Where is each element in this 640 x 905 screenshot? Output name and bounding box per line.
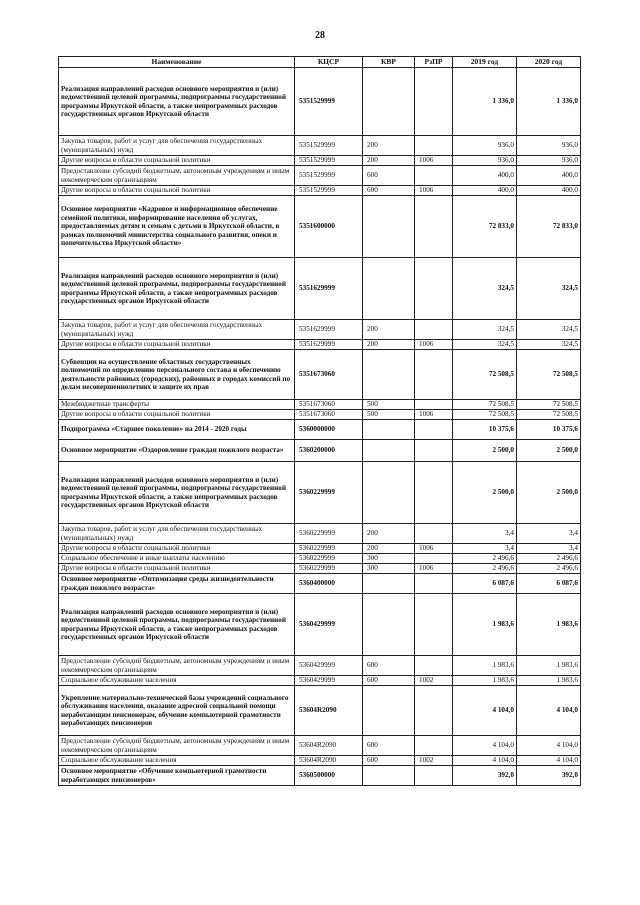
cell-kcsr: 5360000000 xyxy=(295,420,363,440)
cell-2020: 1 983,6 xyxy=(517,656,581,676)
cell-kvr xyxy=(363,766,415,786)
cell-2020: 2 496,6 xyxy=(517,564,581,574)
cell-2020: 4 104,0 xyxy=(517,686,581,736)
cell-name: Закупка товаров, работ и услуг для обеспечения государственных (муниципальных) нужд xyxy=(59,136,295,156)
cell-name: Социальное обслуживание населения xyxy=(59,756,295,766)
table-row xyxy=(59,156,581,166)
cell-kcsr: 5360429999 xyxy=(295,676,363,686)
cell-name: Подпрограмма «Старшее поколение» на 2014 - 2020 годы xyxy=(59,420,295,440)
cell-rzpr: 1006 xyxy=(415,564,453,574)
cell-kvr: 300 xyxy=(363,564,415,574)
cell-kvr: 600 xyxy=(363,736,415,756)
cell-rzpr: 1006 xyxy=(415,186,453,196)
cell-kvr: 200 xyxy=(363,340,415,350)
cell-kcsr: 5360200000 xyxy=(295,440,363,462)
cell-rzpr xyxy=(415,440,453,462)
page-number: 28 xyxy=(315,30,325,41)
table-row xyxy=(59,136,581,156)
cell-2019: 4 104,0 xyxy=(453,686,517,736)
cell-name: Предоставление субсидий бюджетным, автономным учреждениям и иным некоммерческим организациям xyxy=(59,736,295,756)
cell-kcsr: 5360229999 xyxy=(295,524,363,544)
table-row xyxy=(59,766,581,786)
table-row xyxy=(59,320,581,340)
cell-rzpr xyxy=(415,400,453,410)
cell-rzpr xyxy=(415,686,453,736)
cell-2019: 400,0 xyxy=(453,166,517,186)
cell-kcsr: 5351529999 xyxy=(295,166,363,186)
table-row xyxy=(59,410,581,420)
table-body xyxy=(59,68,581,786)
cell-2019: 72 833,0 xyxy=(453,196,517,258)
table-row xyxy=(59,676,581,686)
cell-kvr: 600 xyxy=(363,166,415,186)
table-header-row xyxy=(59,57,581,68)
cell-2019: 324,5 xyxy=(453,320,517,340)
header-rzpr: РзПР xyxy=(415,57,453,68)
cell-name: Реализация направлений расходов основного мероприятия и (или) ведомственной целевой программы, подпрограммы государственной программы Иркутской области, а также непрограммных расходов государственных органов Иркутской области xyxy=(59,462,295,524)
cell-rzpr xyxy=(415,196,453,258)
header-name: Наименование xyxy=(59,57,295,68)
cell-2020: 392,0 xyxy=(517,766,581,786)
cell-kcsr: 5360400000 xyxy=(295,574,363,594)
cell-2020: 936,0 xyxy=(517,156,581,166)
cell-2019: 392,0 xyxy=(453,766,517,786)
cell-2020: 400,0 xyxy=(517,166,581,186)
cell-2020: 324,5 xyxy=(517,320,581,340)
table-row xyxy=(59,544,581,554)
cell-kcsr: 5360229999 xyxy=(295,544,363,554)
table-row xyxy=(59,258,581,320)
cell-rzpr xyxy=(415,68,453,136)
cell-2019: 324,5 xyxy=(453,258,517,320)
cell-kvr xyxy=(363,440,415,462)
table-row xyxy=(59,594,581,656)
cell-name: Реализация направлений расходов основного мероприятия и (или) ведомственной целевой программы, подпрограммы государственной программы Иркутской области, а также непрограммных расходов государственных органов Иркутской области xyxy=(59,68,295,136)
table-row xyxy=(59,350,581,400)
cell-kcsr: 5351529999 xyxy=(295,136,363,156)
cell-2020: 2 500,0 xyxy=(517,440,581,462)
cell-2019: 1 336,0 xyxy=(453,68,517,136)
table-row xyxy=(59,756,581,766)
cell-kvr: 600 xyxy=(363,186,415,196)
cell-2020: 324,5 xyxy=(517,258,581,320)
table-row xyxy=(59,420,581,440)
cell-rzpr xyxy=(415,462,453,524)
cell-2019: 2 500,0 xyxy=(453,462,517,524)
cell-2020: 2 500,0 xyxy=(517,462,581,524)
cell-name: Другие вопросы в области социальной политики xyxy=(59,186,295,196)
cell-2020: 72 508,5 xyxy=(517,400,581,410)
header-kvr: КВР xyxy=(363,57,415,68)
cell-rzpr: 1002 xyxy=(415,756,453,766)
cell-kcsr: 5360229999 xyxy=(295,564,363,574)
cell-2020: 4 104,0 xyxy=(517,756,581,766)
cell-2019: 72 508,5 xyxy=(453,410,517,420)
cell-rzpr xyxy=(415,574,453,594)
cell-kvr: 500 xyxy=(363,400,415,410)
cell-2020: 1 336,0 xyxy=(517,68,581,136)
table-row xyxy=(59,68,581,136)
cell-rzpr: 1006 xyxy=(415,156,453,166)
cell-kvr xyxy=(363,420,415,440)
table-row xyxy=(59,656,581,676)
cell-rzpr xyxy=(415,554,453,564)
cell-rzpr xyxy=(415,656,453,676)
cell-name: Предоставление субсидий бюджетным, автономным учреждениям и иным некоммерческим организациям xyxy=(59,656,295,676)
cell-kvr: 200 xyxy=(363,524,415,544)
cell-name: Предоставление субсидий бюджетным, автономным учреждениям и иным некоммерческим организациям xyxy=(59,166,295,186)
cell-2020: 324,5 xyxy=(517,340,581,350)
cell-kcsr: 5351673060 xyxy=(295,400,363,410)
table-row xyxy=(59,524,581,544)
cell-2019: 3,4 xyxy=(453,544,517,554)
cell-rzpr xyxy=(415,136,453,156)
cell-name: Другие вопросы в области социальной политики xyxy=(59,156,295,166)
cell-kvr: 600 xyxy=(363,656,415,676)
cell-rzpr xyxy=(415,258,453,320)
cell-name: Основное мероприятие «Оптимизация среды жизнедеятельности граждан пожилого возраста» xyxy=(59,574,295,594)
cell-2020: 2 496,6 xyxy=(517,554,581,564)
cell-2020: 72 508,5 xyxy=(517,410,581,420)
cell-name: Другие вопросы в области социальной политики xyxy=(59,564,295,574)
cell-kcsr: 5360429999 xyxy=(295,594,363,656)
cell-rzpr xyxy=(415,350,453,400)
cell-2019: 10 375,6 xyxy=(453,420,517,440)
cell-name: Основное мероприятие «Кадровое и информационное обеспечение семейной политики, информирование населения об услугах, предоставляемых детям и семьям с детьми в Иркутской области, в рамках полномочий министерства социального развития, опеки и попечительства Иркутской области» xyxy=(59,196,295,258)
table-row xyxy=(59,564,581,574)
cell-2020: 1 983,6 xyxy=(517,594,581,656)
cell-name: Межбюджетные трансферты xyxy=(59,400,295,410)
cell-rzpr xyxy=(415,766,453,786)
cell-rzpr xyxy=(415,420,453,440)
budget-table xyxy=(58,56,581,786)
cell-2020: 400,0 xyxy=(517,186,581,196)
cell-rzpr: 1006 xyxy=(415,340,453,350)
cell-name: Реализация направлений расходов основного мероприятия и (или) ведомственной целевой программы, подпрограммы государственной программы Иркутской области, а также непрограммных расходов государственных органов Иркутской области xyxy=(59,258,295,320)
cell-kcsr: 5351629999 xyxy=(295,258,363,320)
table-row xyxy=(59,574,581,594)
table-row xyxy=(59,440,581,462)
cell-kvr xyxy=(363,68,415,136)
cell-kvr xyxy=(363,686,415,736)
cell-2020: 1 983,6 xyxy=(517,676,581,686)
cell-rzpr xyxy=(415,166,453,186)
cell-kcsr: 5360229999 xyxy=(295,554,363,564)
cell-kvr xyxy=(363,574,415,594)
cell-2020: 3,4 xyxy=(517,524,581,544)
cell-kvr: 200 xyxy=(363,136,415,156)
cell-kvr: 600 xyxy=(363,676,415,686)
cell-2020: 4 104,0 xyxy=(517,736,581,756)
cell-rzpr xyxy=(415,524,453,544)
cell-kcsr: 5351673060 xyxy=(295,410,363,420)
cell-kcsr: 5360429999 xyxy=(295,656,363,676)
cell-kvr: 600 xyxy=(363,756,415,766)
cell-2019: 936,0 xyxy=(453,136,517,156)
cell-kcsr: 5351629999 xyxy=(295,320,363,340)
cell-kvr: 200 xyxy=(363,320,415,340)
cell-kcsr: 5360500000 xyxy=(295,766,363,786)
cell-kvr: 200 xyxy=(363,156,415,166)
cell-kvr xyxy=(363,258,415,320)
cell-2019: 6 087,6 xyxy=(453,574,517,594)
cell-2019: 2 496,6 xyxy=(453,554,517,564)
cell-name: Основное мероприятие «Оздоровление граждан пожилого возраста» xyxy=(59,440,295,462)
cell-kcsr: 53604R2090 xyxy=(295,686,363,736)
cell-kcsr: 5360229999 xyxy=(295,462,363,524)
cell-rzpr xyxy=(415,736,453,756)
table-row xyxy=(59,196,581,258)
cell-2019: 4 104,0 xyxy=(453,756,517,766)
cell-name: Другие вопросы в области социальной политики xyxy=(59,410,295,420)
header-2019: 2019 год xyxy=(453,57,517,68)
cell-2019: 4 104,0 xyxy=(453,736,517,756)
table-row xyxy=(59,166,581,186)
cell-name: Основное мероприятие «Обучение компьютерной грамотности неработающих пенсионеров» xyxy=(59,766,295,786)
cell-rzpr: 1006 xyxy=(415,544,453,554)
cell-rzpr xyxy=(415,320,453,340)
cell-name: Укрепление материально-технической базы учреждений социального обслуживания населения, оказание адресной социальной помощи неработающим пенсионерам, обучение компьютерной грамотности неработающих пенсионеров xyxy=(59,686,295,736)
cell-kvr xyxy=(363,594,415,656)
cell-kvr: 200 xyxy=(363,544,415,554)
cell-2019: 72 508,5 xyxy=(453,400,517,410)
cell-2020: 72 833,0 xyxy=(517,196,581,258)
cell-rzpr xyxy=(415,594,453,656)
cell-kvr xyxy=(363,196,415,258)
table-row xyxy=(59,736,581,756)
table-row xyxy=(59,554,581,564)
cell-2019: 72 508,5 xyxy=(453,350,517,400)
cell-kcsr: 5351629999 xyxy=(295,340,363,350)
cell-name: Реализация направлений расходов основного мероприятия и (или) ведомственной целевой программы, подпрограммы государственной программы Иркутской области, а также непрограммных расходов государственных органов Иркутской области xyxy=(59,594,295,656)
cell-rzpr: 1006 xyxy=(415,410,453,420)
cell-2019: 1 983,6 xyxy=(453,594,517,656)
cell-2019: 2 496,6 xyxy=(453,564,517,574)
cell-kcsr: 5351529999 xyxy=(295,156,363,166)
cell-2020: 6 087,6 xyxy=(517,574,581,594)
cell-2019: 1 983,6 xyxy=(453,656,517,676)
cell-2019: 3,4 xyxy=(453,524,517,544)
header-kcsr: КЦСР xyxy=(295,57,363,68)
table-row xyxy=(59,186,581,196)
cell-kcsr: 5351673060 xyxy=(295,350,363,400)
cell-name: Другие вопросы в области социальной политики xyxy=(59,340,295,350)
cell-name: Социальное обслуживание населения xyxy=(59,676,295,686)
cell-kcsr: 53604R2090 xyxy=(295,736,363,756)
cell-kcsr: 5351529999 xyxy=(295,186,363,196)
cell-rzpr: 1002 xyxy=(415,676,453,686)
cell-kvr: 300 xyxy=(363,554,415,564)
cell-2020: 72 508,5 xyxy=(517,350,581,400)
cell-name: Закупка товаров, работ и услуг для обеспечения государственных (муниципальных) нужд xyxy=(59,524,295,544)
table-row xyxy=(59,340,581,350)
cell-2020: 10 375,6 xyxy=(517,420,581,440)
cell-2019: 324,5 xyxy=(453,340,517,350)
table-row xyxy=(59,462,581,524)
cell-kvr xyxy=(363,350,415,400)
header-2020: 2020 год xyxy=(517,57,581,68)
table-row xyxy=(59,400,581,410)
cell-kcsr: 5351529999 xyxy=(295,68,363,136)
cell-2019: 400,0 xyxy=(453,186,517,196)
cell-kcsr: 5351600000 xyxy=(295,196,363,258)
cell-2019: 2 500,0 xyxy=(453,440,517,462)
cell-kcsr: 53604R2090 xyxy=(295,756,363,766)
table-row xyxy=(59,686,581,736)
cell-2019: 1 983,6 xyxy=(453,676,517,686)
cell-kvr: 500 xyxy=(363,410,415,420)
cell-name: Закупка товаров, работ и услуг для обеспечения государственных (муниципальных) нужд xyxy=(59,320,295,340)
cell-kvr xyxy=(363,462,415,524)
cell-name: Социальное обеспечение и иные выплаты населению xyxy=(59,554,295,564)
cell-name: Субвенции на осуществление областных государственных полномочий по определению персонального состава и обеспечению деятельности районных (городских), районных в городах комиссий по делам несовершеннолетних и защите их прав xyxy=(59,350,295,400)
cell-2020: 936,0 xyxy=(517,136,581,156)
cell-2020: 3,4 xyxy=(517,544,581,554)
cell-2019: 936,0 xyxy=(453,156,517,166)
cell-name: Другие вопросы в области социальной политики xyxy=(59,544,295,554)
